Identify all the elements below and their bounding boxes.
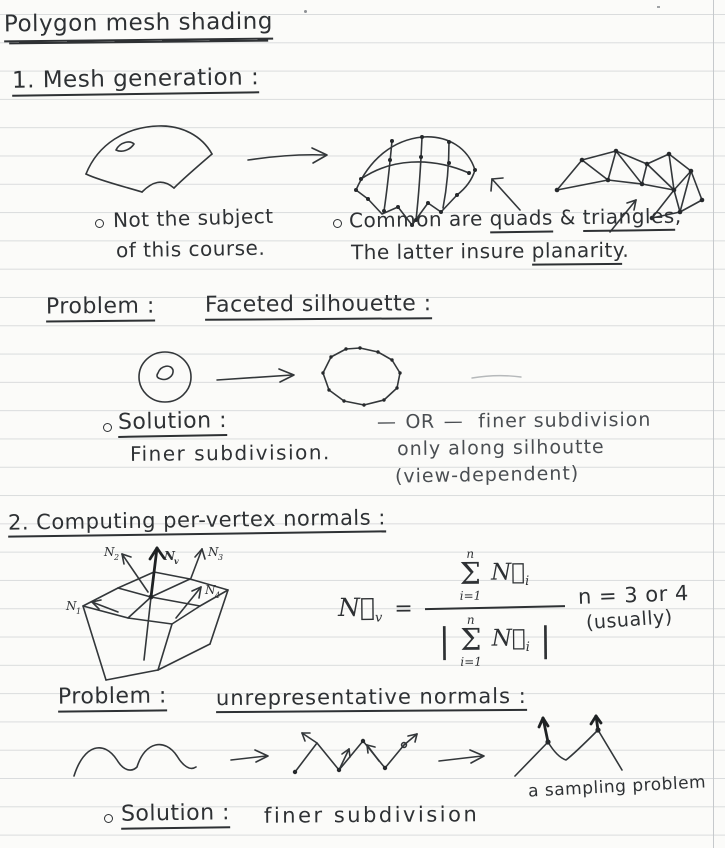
section1-heading: 1. Mesh generation : bbox=[12, 64, 260, 96]
arrow-right-icon bbox=[436, 747, 498, 767]
note-not-subject-line1: Not the subject bbox=[112, 203, 274, 233]
alt-solution-line2: only along silhoutte bbox=[396, 435, 605, 461]
alt-finer-subdivision: finer subdivision bbox=[478, 408, 652, 433]
arrow-strokes bbox=[231, 750, 268, 762]
scan-speck bbox=[304, 10, 307, 13]
surface-outline bbox=[86, 126, 212, 192]
text-comma: , bbox=[674, 203, 682, 228]
term-sub: i bbox=[525, 574, 530, 590]
circle-strokes bbox=[139, 352, 191, 402]
peak-normal-arrows bbox=[539, 716, 601, 742]
normal-formula bbox=[337, 547, 565, 669]
sum-symbol bbox=[460, 614, 482, 668]
dash-left: — bbox=[376, 411, 397, 434]
label-n1-sub: 1 bbox=[76, 607, 82, 616]
term-base: N⃗ bbox=[490, 559, 526, 586]
zigzag-normals-sketch bbox=[291, 730, 425, 780]
text-latter-insure: The latter insure bbox=[350, 238, 532, 265]
sigma-icon: Σ bbox=[460, 622, 482, 658]
formula-term bbox=[492, 626, 530, 656]
note-not-subject-line2: of this course. bbox=[115, 235, 266, 263]
fraction-bar bbox=[425, 605, 565, 610]
label-nv: N bbox=[164, 549, 175, 563]
polygon-outline bbox=[323, 348, 400, 405]
term-base: N⃗ bbox=[491, 625, 526, 652]
sum-lower: i=1 bbox=[460, 654, 482, 669]
note-common-line1 bbox=[349, 204, 682, 233]
normal-n3-arrow bbox=[191, 549, 205, 578]
faceted-silhouette-sketch bbox=[318, 345, 408, 409]
abs-bar-right: | bbox=[539, 620, 552, 661]
zigzag-normal-arrows bbox=[302, 733, 417, 770]
peaks-path bbox=[515, 730, 622, 776]
label-nv-sub: v bbox=[174, 556, 179, 566]
formula-denominator bbox=[438, 613, 551, 668]
arrow-right-icon bbox=[214, 366, 308, 388]
arrow-right-icon bbox=[228, 747, 280, 767]
arrow-strokes bbox=[248, 148, 327, 163]
problem1-desc: Faceted silhouette : bbox=[205, 291, 432, 321]
formula-numerator bbox=[459, 547, 529, 602]
arrow-right-icon bbox=[245, 145, 340, 169]
surface-highlight bbox=[116, 142, 134, 151]
term-sub: i bbox=[525, 640, 530, 656]
abs-bar-left: | bbox=[438, 621, 451, 662]
text-period: . bbox=[622, 237, 630, 262]
label-n4: N bbox=[205, 583, 216, 597]
label-n4-sub: 4 bbox=[215, 591, 221, 600]
solution2-label: Solution : bbox=[121, 800, 230, 830]
label-n2-sub: 2 bbox=[114, 553, 120, 562]
bullet-icon bbox=[104, 814, 113, 823]
sum-upper: n bbox=[466, 612, 475, 627]
label-n2: N bbox=[104, 545, 115, 559]
bullet-icon bbox=[95, 219, 104, 228]
arrow-strokes bbox=[439, 750, 484, 763]
peaks-sampling-sketch bbox=[510, 712, 638, 780]
circle-inner-blob bbox=[157, 366, 173, 379]
formula-term bbox=[491, 560, 529, 590]
sigma-icon: Σ bbox=[459, 556, 482, 592]
text-amp: & bbox=[552, 205, 583, 230]
formula-note-line1: n = 3 or 4 bbox=[577, 581, 690, 609]
smooth-surface-sketch bbox=[80, 120, 222, 200]
solution1-label: Solution : bbox=[118, 408, 228, 438]
problem2-label: Problem : bbox=[58, 683, 167, 712]
problem2-desc: unrepresentative normals : bbox=[216, 684, 527, 713]
alt-solution-line1 bbox=[377, 409, 652, 433]
sum-upper: n bbox=[466, 546, 475, 561]
formula-equals: = bbox=[394, 595, 413, 621]
or-word: OR bbox=[405, 410, 435, 433]
formula-lhs bbox=[338, 592, 383, 625]
label-n3: N bbox=[208, 545, 219, 559]
text-common-are: Common are bbox=[348, 206, 490, 233]
arrow-strokes bbox=[217, 369, 294, 382]
dash-right: — bbox=[443, 410, 464, 433]
page-margin-line bbox=[713, 0, 714, 848]
scan-speck bbox=[657, 6, 660, 8]
label-n1: N bbox=[66, 599, 77, 613]
solution2-text: finer subdivision bbox=[263, 802, 480, 828]
page-title: Polygon mesh shading bbox=[4, 9, 273, 43]
note-common-line2 bbox=[351, 238, 629, 264]
label-n3-sub: 3 bbox=[218, 553, 224, 562]
problem1-label: Problem : bbox=[46, 294, 155, 323]
smooth-circle-sketch bbox=[134, 347, 198, 407]
formula-lhs-base: N⃗ bbox=[337, 592, 376, 622]
formula-note-line2: (usually) bbox=[585, 606, 674, 634]
faint-dash-mark bbox=[470, 372, 524, 382]
text-planarity: planarity bbox=[532, 238, 623, 266]
vertex-normals-diagram bbox=[58, 540, 310, 690]
sum-lower: i=1 bbox=[459, 588, 482, 603]
sampling-note: a sampling problem bbox=[527, 772, 707, 802]
formula-fraction bbox=[424, 547, 565, 668]
smooth-wave-sketch bbox=[70, 736, 206, 780]
solution1-text: Finer subdivision. bbox=[129, 440, 331, 466]
text-triangles: triangles bbox=[583, 204, 675, 232]
section2-heading: 2. Computing per-vertex normals : bbox=[8, 505, 386, 537]
formula-lhs-sub: v bbox=[374, 610, 383, 626]
alt-solution-line3: (view-dependent) bbox=[394, 462, 580, 488]
text-quads: quads bbox=[489, 205, 553, 233]
bullet-icon bbox=[103, 423, 112, 432]
sum-symbol bbox=[459, 548, 481, 602]
normal-n2-arrow bbox=[122, 554, 148, 592]
bullet-icon bbox=[333, 219, 342, 228]
